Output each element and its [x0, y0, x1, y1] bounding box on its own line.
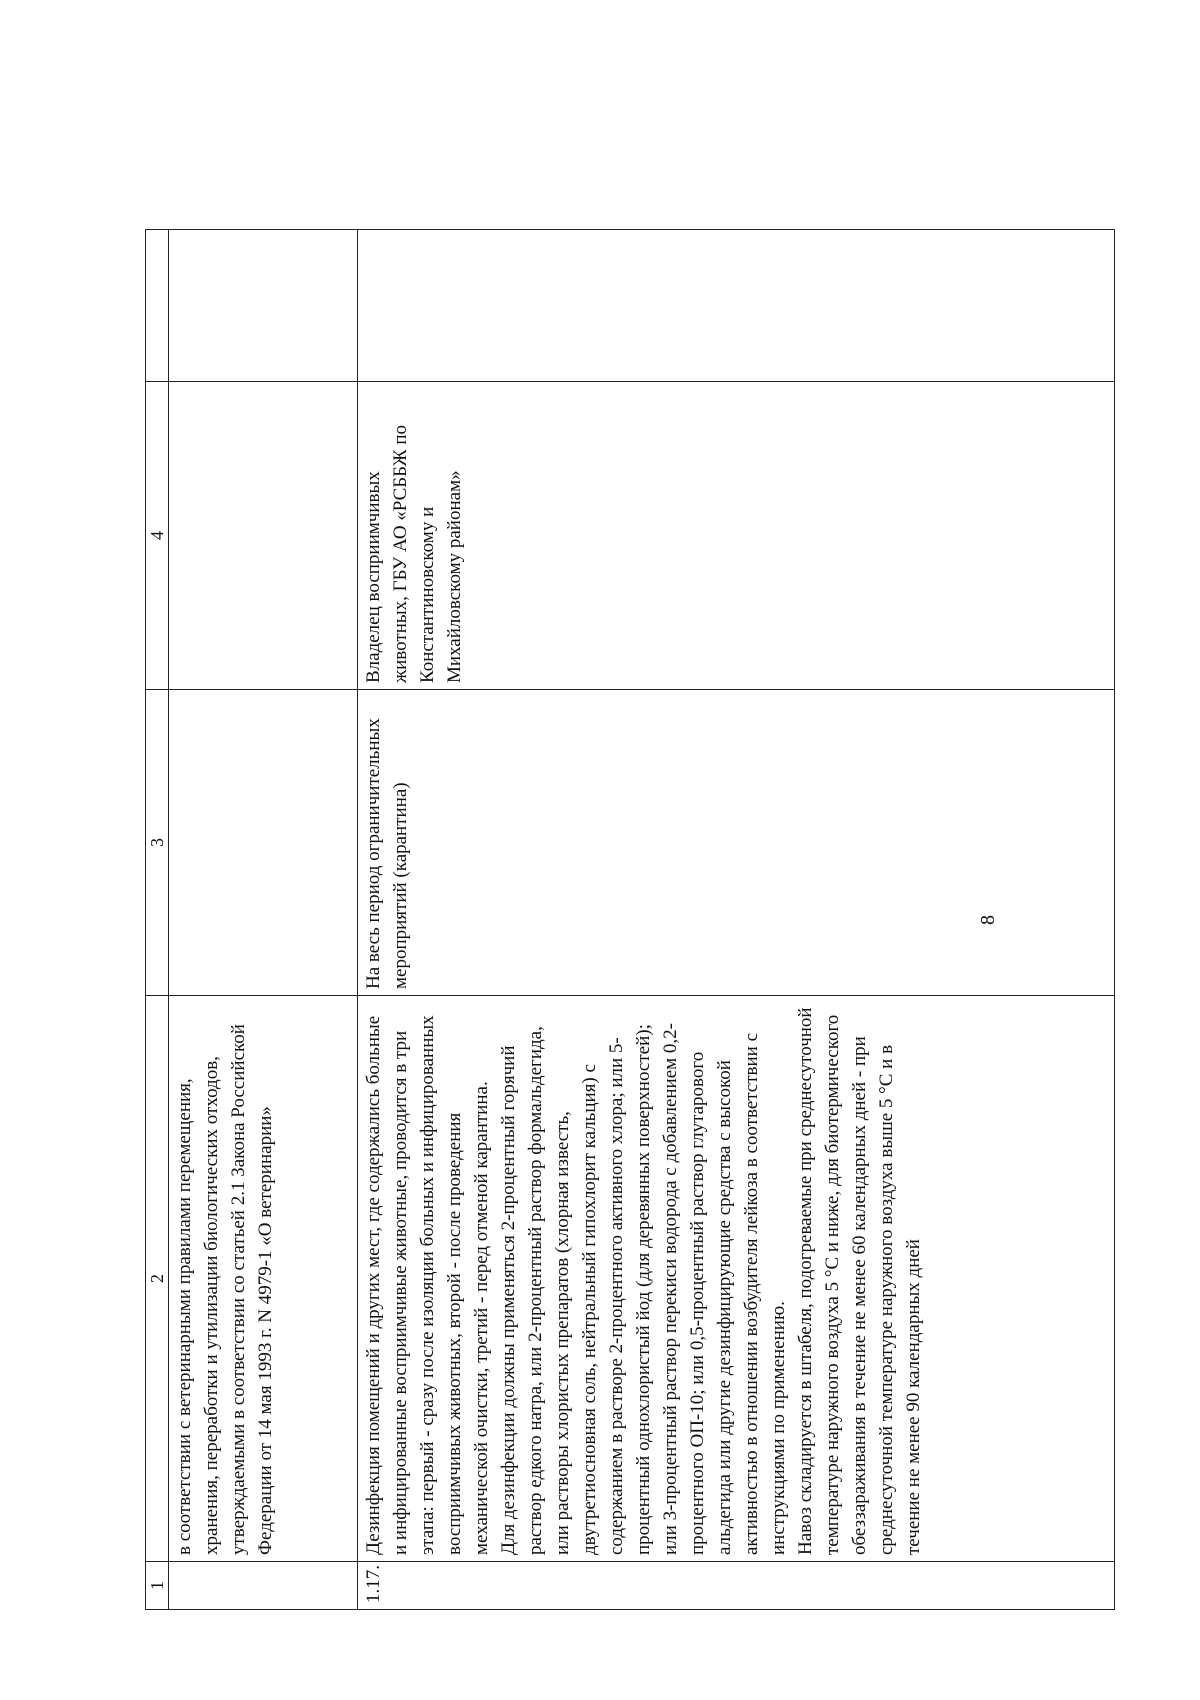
header-cell-2: 2: [146, 996, 169, 1562]
responsible-text: [169, 382, 358, 690]
measures-table: [145, 229, 1115, 1610]
term-text: [169, 690, 358, 996]
table-row: [169, 230, 358, 1610]
table-header-row: [146, 230, 169, 1610]
header-cell-1: 1: [146, 1562, 169, 1610]
header-cell-5: [146, 230, 169, 382]
header-cell-3: 3: [146, 690, 169, 996]
measure-text: в соответствии с ветеринарными правилами перемещения, хранения, переработки и утилизации биологических отходов, утверждаемыми в соответствии со статьей 2.1 Закона Российской Федерации от 14 мая 1993 г. N 4979-1 «О ветеринарии»: [169, 996, 358, 1562]
table-row: [358, 230, 1115, 1610]
term-text: На весь период ограничительных мероприятий (карантина): [358, 690, 1115, 996]
measure-text: Дезинфекция помещений и других мест, где содержались больные и инфицированные восприимчивые животные, проводится в три этапа: первый - сразу после изоляции больных и инфицированных восприимчивых животных, второй - после проведения механической очистки, третий - перед отменой карантина. Для дезинфекции должны применяться 2-процентный горячий раствор едкого натра, или 2-процентный раствор формальдегида, или растворы хлористых препаратов (хлорная известь, двутретиосновная соль, нейтральный гипохлорит кальция) с содержанием в растворе 2-процентного активного хлора; или 5-процентный однохлористый йод (для деревянных поверхностей); или 3-процентный раствор перекиси водорода с добавлением 0,2-процентного ОП-10; или 0,5-процентный раствор глутарового альдегида или другие дезинфицирующие средства с высокой активностью в отношении возбудителя лейкоза в соответствии с инструкциями по применению. Навоз складируется в штабеля, подогреваемые при среднесуточной температуре наружного воздуха 5 °С и ниже, для биотермического обеззараживания в течение не менее 60 календарных дней - при среднесуточной температуре наружного воздуха выше 5 °С и в течение не менее 90 календарных дней: [358, 996, 1115, 1562]
note-text: [358, 230, 1115, 382]
page-number: 8: [977, 915, 999, 925]
row-number: [169, 1562, 358, 1610]
rotated-page: [145, 230, 1105, 1610]
note-text: [169, 230, 358, 382]
responsible-text: Владелец восприимчивых животных, ГБУ АО «РСББЖ по Константиновскому и Михайловскому районам»: [358, 382, 1115, 690]
header-cell-4: 4: [146, 382, 169, 690]
row-number: 1.17.: [358, 1562, 1115, 1610]
